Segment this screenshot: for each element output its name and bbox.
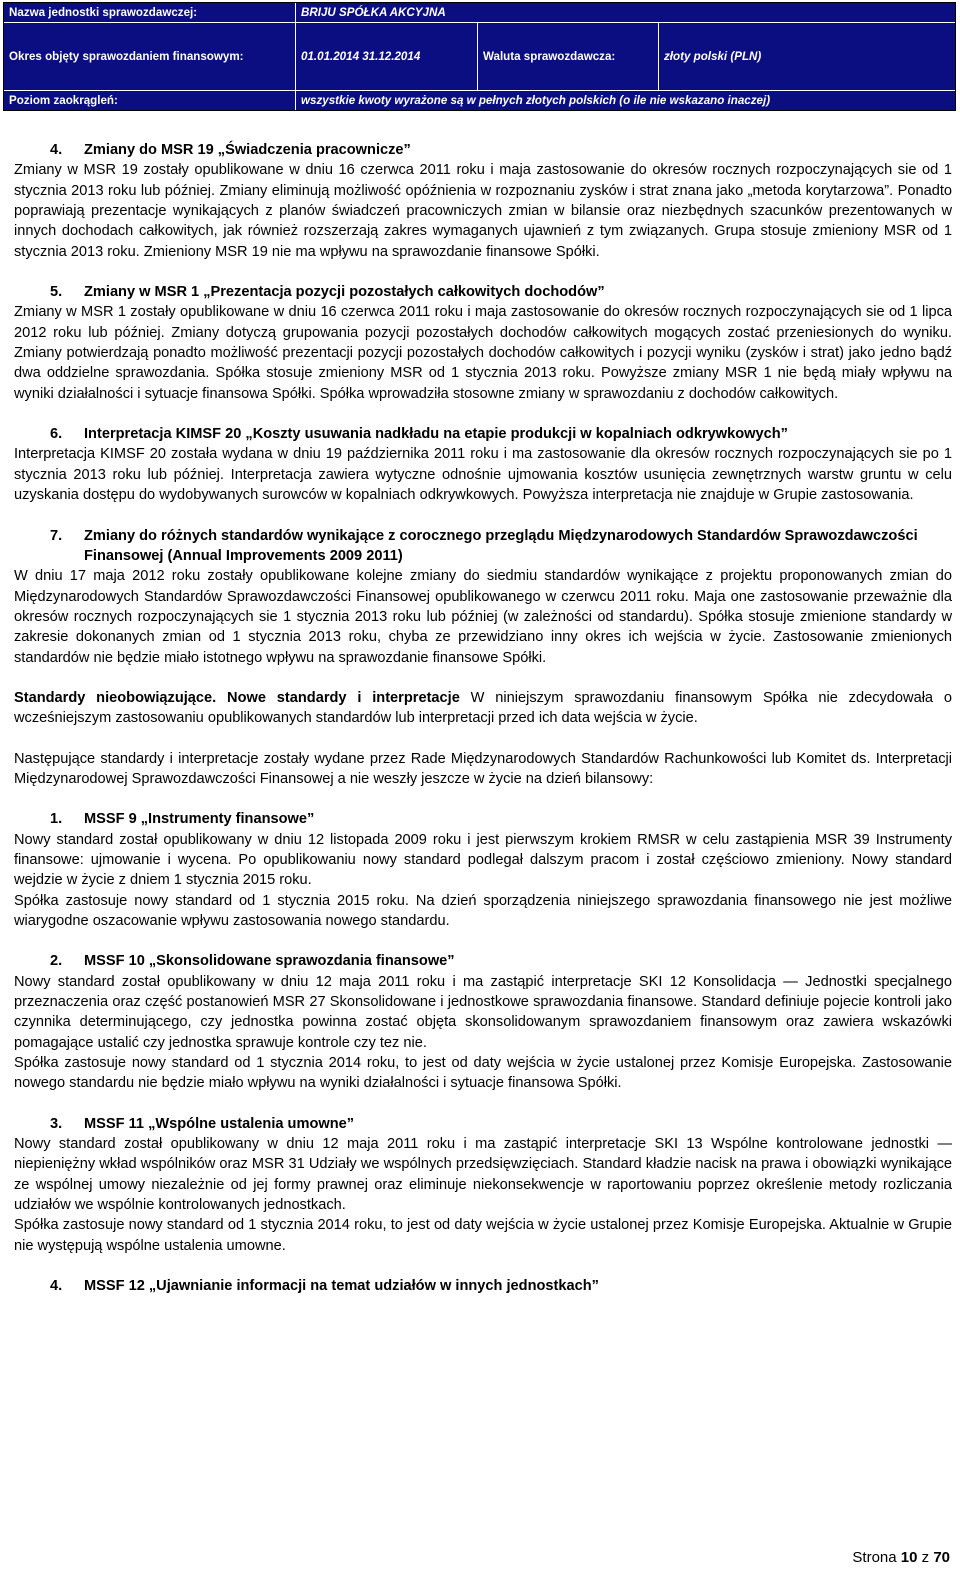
page-prefix: Strona <box>852 1549 901 1566</box>
standard-paragraph: Nowy standard został opublikowany w dniu 12 maja 2011 roku i ma zastąpić interpretacje SKI 13 Wspólne kontrolowane jednostki — niepieniężny wkład wspólników oraz MSR 31 Udziały we wspólnych przedsięwzięciach. Standard kładzie nacisk na prawa i obowiązki wynikające ze wspólnej umowy niezależnie od jej formy prawnej oraz eliminuje niekonsekwencje w raportowaniu poprzez określenie metody rozliczania udziałów we wspólnie kontrolowanych jednostkach. <box>14 1136 952 1214</box>
section-5 <box>14 282 952 404</box>
new-standards-intro <box>14 749 952 790</box>
current-page: 10 <box>900 1549 918 1566</box>
header-row-entity <box>4 3 955 23</box>
standard-title: MSSF 11 „Wspólne ustalenia umowne” <box>84 1115 355 1132</box>
not-effective-text: W niniejszym sprawozdaniu finansowym Spółka nie zdecydowała o wcześniejszym zastosowaniu opublikowanych standardów lub interpretacji przed ich data wejścia w życie. <box>14 689 952 727</box>
section-number: 6. <box>50 426 63 443</box>
not-effective-heading: Standardy nieobowiązujące. <box>14 689 217 706</box>
section-heading <box>14 424 952 444</box>
standard-heading <box>14 1276 952 1296</box>
rounding-value: wszystkie kwoty wyrażone są w pełnych złotych polskich (o ile nie wskazano inaczej) <box>301 94 771 107</box>
new-standard-3 <box>14 1114 952 1256</box>
entity-value: BRIJU SPÓŁKA AKCYJNA <box>301 6 446 19</box>
standard-number: 3. <box>50 1115 63 1132</box>
standard-title: MSSF 9 „Instrumenty finansowe” <box>84 811 315 828</box>
standard-heading <box>14 809 952 829</box>
section-title: Zmiany w MSR 1 „Prezentacja pozycji pozostałych całkowitych dochodów” <box>84 284 605 301</box>
section-body: Zmiany w MSR 19 zostały opublikowane w dniu 16 czerwca 2011 roku i maja zastosowanie do okresów rocznych rozpoczynających sie od 1 stycznia 2013 roku lub później. Zmiany eliminują możliwość opóźnienia w rozpoznaniu zysków i strat znana jako „metoda korytarzowa”. Ponadto poprawiają prezentacje wynikających z planów świadczeń pracowniczych zmian w bilansie oraz niezbędnych szacunków prezentowanych w innych dochodach całkowitych, jak również rozszerzają zakres wymaganych ujawnień z tym związanych. Grupa stosuje zmieniony MSR od 1 stycznia 2013 roku. Zmieniony MSR 19 nie ma wpływu na sprawozdanie finansowe Spółki. <box>14 162 952 260</box>
standard-paragraph: Spółka zastosuje nowy standard od 1 stycznia 2014 roku, to jest od daty wejścia w życie ustalonej przez Komisje Europejska. Zastosowanie nowego standardu nie będzie miało wpływu na wyniki działalności i sytuacje finansowa Spółki. <box>14 1055 952 1092</box>
section-title: Interpretacja KIMSF 20 „Koszty usuwania nadkładu na etapie produkcji w kopalniach odkrywkowych” <box>84 426 788 443</box>
section-4 <box>14 140 952 262</box>
standard-paragraph: Spółka zastosuje nowy standard od 1 stycznia 2015 roku. Na dzień sporządzenia niniejszego sprawozdania finansowego nie jest możliwe wiarygodne oszacowanie wpływu zastosowania nowego standardu. <box>14 892 952 929</box>
rounding-label: Poziom zaokrągleń: <box>4 91 296 110</box>
header-row-period <box>4 23 955 91</box>
section-title: Zmiany do różnych standardów wynikające z corocznego przeglądu Międzynarodowych Standardów Sprawozdawczości Finansowej (Annual Improvements 2009 2011) <box>84 527 918 564</box>
section-number: 5. <box>50 284 63 301</box>
header-row-rounding <box>4 91 955 110</box>
new-standard-1 <box>14 809 952 931</box>
currency-label: Waluta sprawozdawcza: <box>478 23 659 90</box>
new-standards-heading: Nowe standardy i interpretacje <box>227 689 460 706</box>
currency-value: złoty polski (PLN) <box>664 49 762 63</box>
intro-paragraph: Następujące standardy i interpretacje zostały wydane przez Rade Międzynarodowych Standardów Rachunkowości lub Komitet ds. Interpretacji Międzynarodowej Sprawozdawczości Finansowej a nie weszły jeszcze w życie na dzień bilansowy: <box>14 750 952 787</box>
standard-title: MSSF 12 „Ujawnianie informacji na temat udziałów w innych jednostkach” <box>84 1278 599 1295</box>
section-heading <box>14 140 952 160</box>
section-number: 7. <box>50 527 63 544</box>
section-heading <box>14 526 952 567</box>
page-number <box>852 1548 950 1568</box>
section-heading <box>14 282 952 302</box>
section-number: 4. <box>50 142 63 158</box>
not-effective-paragraph <box>14 688 952 729</box>
period-value: 01.01.2014 31.12.2014 <box>296 23 478 90</box>
standard-number: 2. <box>50 953 63 970</box>
standard-heading <box>14 1114 952 1134</box>
page-separator: z <box>917 1549 934 1566</box>
not-effective-standards <box>14 688 952 729</box>
standard-title: MSSF 10 „Skonsolidowane sprawozdania finansowe” <box>84 953 455 970</box>
new-standard-2 <box>14 951 952 1093</box>
report-header-table <box>3 2 956 111</box>
section-body: Interpretacja KIMSF 20 została wydana w dniu 19 października 2011 roku i ma zastosowanie dla okresów rocznych rozpoczynających sie po 1 stycznia 2013 roku lub później. Interpretacja zawiera wytyczne odnośnie ujmowania kosztów usunięcia zewnętrznych warstw gruntu w celu uzyskania dostępu do wydobywanych surowców w kopalniach odkrywkowych. Powyższa interpretacja nie znajduje w Grupie zastosowania. <box>14 446 952 504</box>
section-body: Zmiany w MSR 1 zostały opublikowane w dniu 16 czerwca 2011 roku i maja zastosowanie do okresów rocznych rozpoczynających sie od 1 lipca 2012 roku lub później. Zmiany dotyczą grupowania pozycji pozostałych dochodów całkowitych mogących zostać przeniesionych do wyniku. Zmiany potwierdzają ponadto możliwość prezentacji pozycji pozostałych dochodów całkowitych i pozycji wyniku (zysków i strat) jako jedno bądź dwa oddzielne sprawozdania. Spółka stosuje zmieniony MSR od 1 stycznia 2013 roku. Powyższe zmiany MSR 1 nie będą miały wpływu na wyniki działalności i sytuacje finansowa Spółki. Spółka wprowadziła stosowne zmiany w sprawozdaniu z dochodów całkowitych. <box>14 304 952 402</box>
standard-number: 4. <box>50 1278 63 1295</box>
standard-heading <box>14 951 952 971</box>
period-label: Okres objęty sprawozdaniem finansowym: <box>4 23 296 90</box>
document-body <box>14 140 952 1317</box>
section-7 <box>14 526 952 668</box>
standard-number: 1. <box>50 811 63 828</box>
section-title: Zmiany do MSR 19 „Świadczenia pracownicze” <box>84 142 411 158</box>
standard-paragraph: Nowy standard został opublikowany w dniu 12 listopada 2009 roku i jest pierwszym krokiem RMSR w celu zastąpienia MSR 39 Instrumenty finansowe: ujmowanie i wycena. Po opublikowaniu nowy standard podlegał dalszym pracom i został częściowo zmieniony. Nowy standard wejdzie w życie z dniem 1 stycznia 2015 roku. <box>14 831 952 889</box>
new-standard-4 <box>14 1276 952 1296</box>
standard-paragraph: Nowy standard został opublikowany w dniu 12 maja 2011 roku i ma zastąpić interpretacje SKI 12 Konsolidacja — Jednostki specjalnego przeznaczenia oraz część postanowień MSR 27 Skonsolidowane i jednostkowe sprawozdania finansowe. Standard definiuje pojecie kontroli jako czynnika determinującego, czy jednostka powinna zostać objęta skonsolidowanym sprawozdaniem finansowym oraz zawiera wskazówki pomagające ustalić czy jednostka sprawuje kontrole czy tez nie. <box>14 973 952 1051</box>
standard-paragraph: Spółka zastosuje nowy standard od 1 stycznia 2014 roku, to jest od daty wejścia w życie ustalonej przez Komisje Europejska. Aktualnie w Grupie nie występują wspólne ustalenia umowne. <box>14 1217 952 1254</box>
section-6 <box>14 424 952 505</box>
total-pages: 70 <box>933 1549 950 1566</box>
section-body: W dniu 17 maja 2012 roku zostały opublikowane kolejne zmiany do siedmiu standardów wynikające z projektu proponowanych zmian do Międzynarodowych Standardów Sprawozdawczości Finansowej opublikowanego w czerwcu 2011 roku. Maja one zastosowanie przeważnie dla okresów rocznych rozpoczynających sie 1 stycznia 2013 roku lub później (w zależności od standardu). Spółka stosuje zmienione standardy w zakresie dokonanych zmian od 1 stycznia 2013 roku, chyba ze przewidziano inny okres ich wejścia w życie. Zastosowanie zmienionych standardów nie będzie miało istotnego wpływu na sprawozdanie finansowe Spółki. <box>14 568 952 666</box>
entity-label: Nazwa jednostki sprawozdawczej: <box>4 3 296 22</box>
